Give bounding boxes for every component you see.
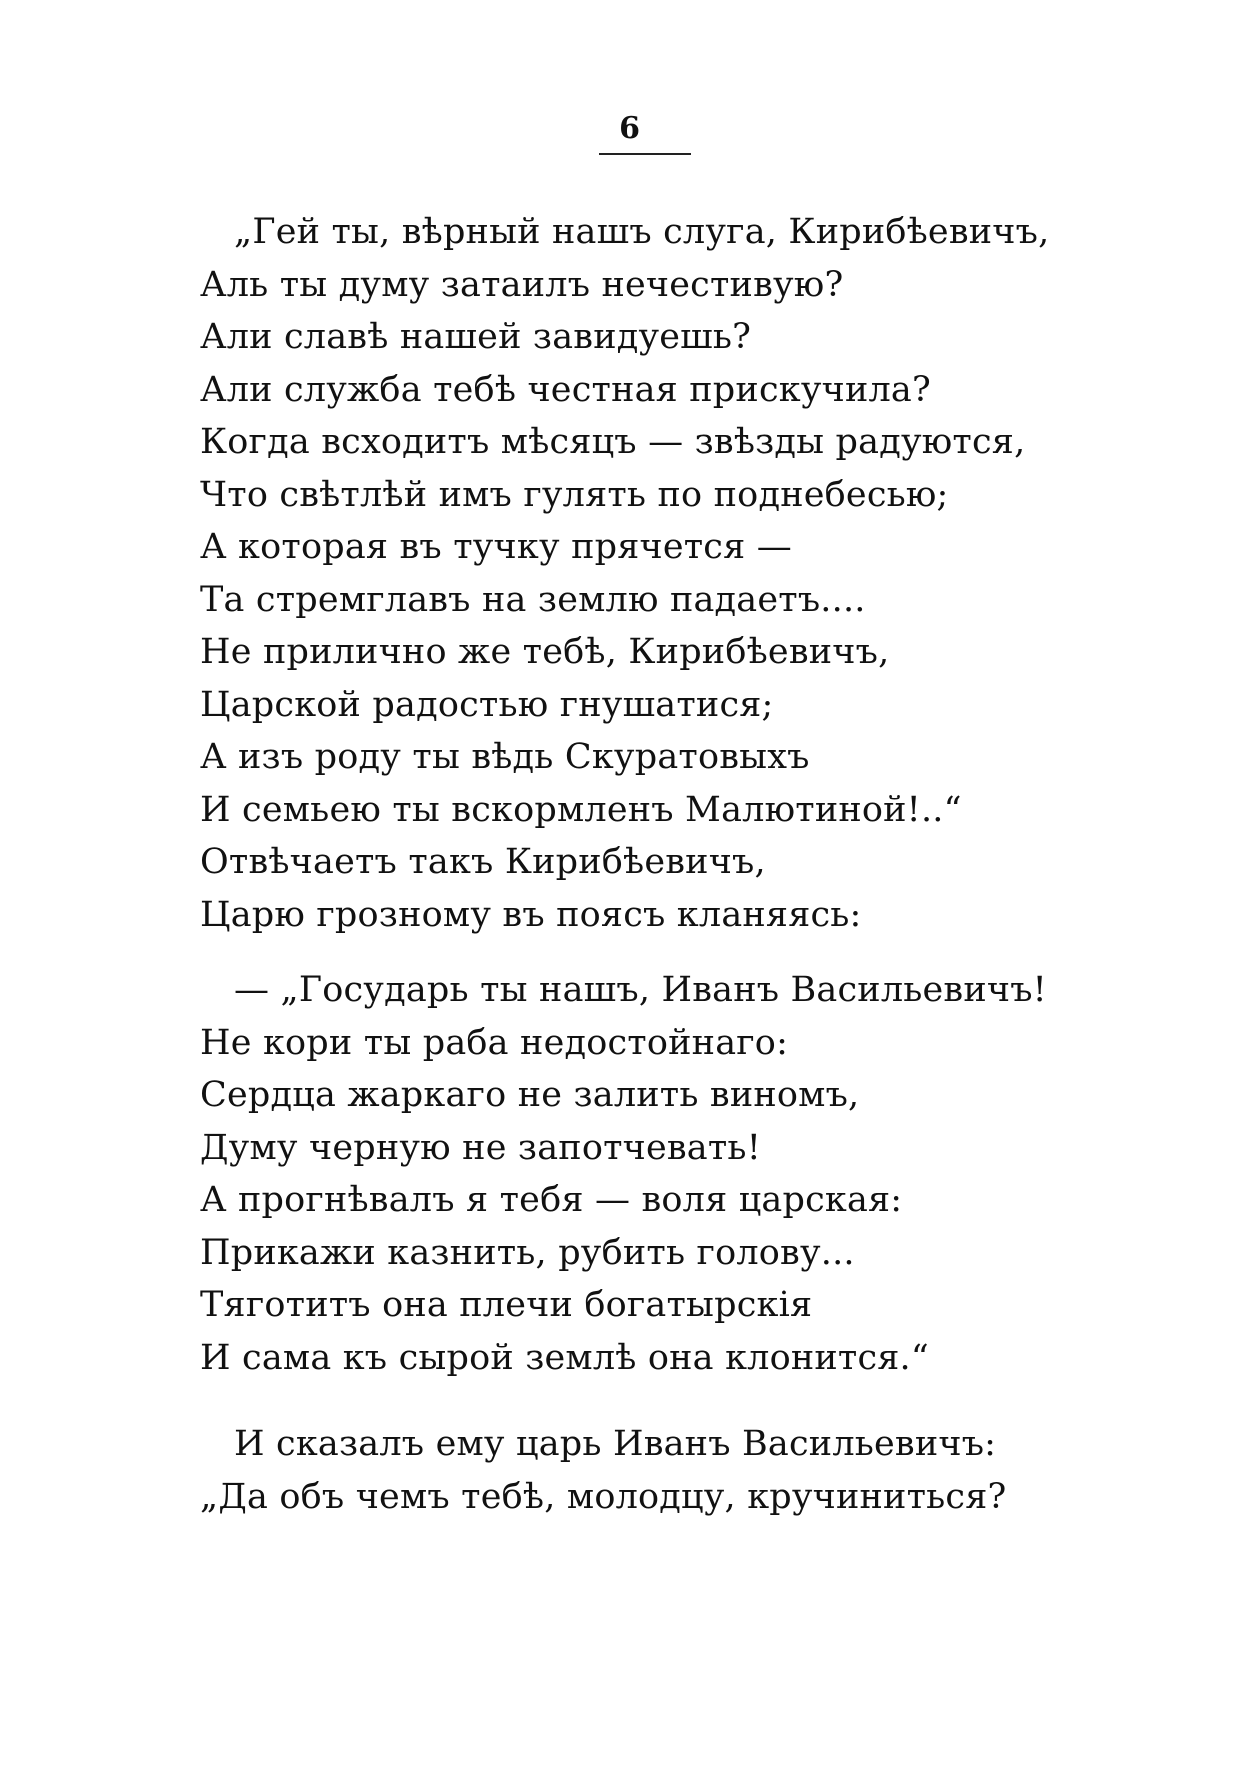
- verse-line: Царю грозному въ поясъ кланяясь:: [200, 894, 862, 935]
- verse-line: „Да объ чемъ тебѣ, молодцу, кручиниться?: [200, 1476, 1007, 1517]
- verse-line: Сердца жаркаго не залить виномъ,: [200, 1075, 860, 1115]
- verse-line: Та стремглавъ на землю падаетъ....: [200, 579, 866, 620]
- verse-line: Али славѣ нашей завидуешь?: [200, 317, 752, 357]
- verse-line: И сама къ сырой землѣ она клонится.“: [200, 1337, 929, 1378]
- stanza-1: [200, 206, 1200, 941]
- verse-line: Отвѣчаетъ такъ Кирибѣевичъ,: [200, 842, 766, 882]
- verse-line: Думу черную не запотчевать!: [200, 1127, 761, 1168]
- page-number-ornament: [599, 153, 691, 159]
- verse-line: А изъ роду ты вѣдь Скуратовыхъ: [200, 737, 810, 777]
- verse-line: И сказалъ ему царь Иванъ Васильевичъ:: [234, 1424, 997, 1464]
- stanza-2: [200, 964, 1200, 1384]
- verse-line: Когда всходитъ мѣсяцъ — звѣзды радуются,: [200, 422, 1026, 462]
- verse-line: Не кори ты раба недостойнаго:: [200, 1022, 789, 1063]
- verse-line: А прогнѣвалъ я тебя — воля царская:: [200, 1180, 903, 1220]
- stanza-3: [200, 1418, 1200, 1523]
- verse-line: Что свѣтлѣй имъ гулять по поднебесью;: [200, 474, 949, 515]
- verse-line: Прикажи казнить, рубить голову...: [200, 1232, 855, 1273]
- verse-line: А которая въ тучку прячется —: [200, 527, 792, 567]
- verse-line: Тяготитъ она плечи богатырскія: [200, 1285, 813, 1325]
- verse-line: И семьею ты вскормленъ Малютиной!..“: [200, 789, 962, 830]
- verse-line: Али служба тебѣ честная прискучила?: [200, 369, 931, 410]
- verse-line: — „Государь ты нашъ, Иванъ Васильевичъ!: [234, 970, 1047, 1010]
- verse-line: „Гей ты, вѣрный нашъ слуга, Кирибѣевичъ,: [234, 212, 1050, 252]
- verse-line: Аль ты думу затаилъ нечестивую?: [200, 264, 844, 305]
- verse-line: Не прилично же тебѣ, Кирибѣевичъ,: [200, 632, 890, 672]
- verse-line: Царской радостью гнушатися;: [200, 684, 774, 725]
- page-number: 6: [619, 111, 640, 146]
